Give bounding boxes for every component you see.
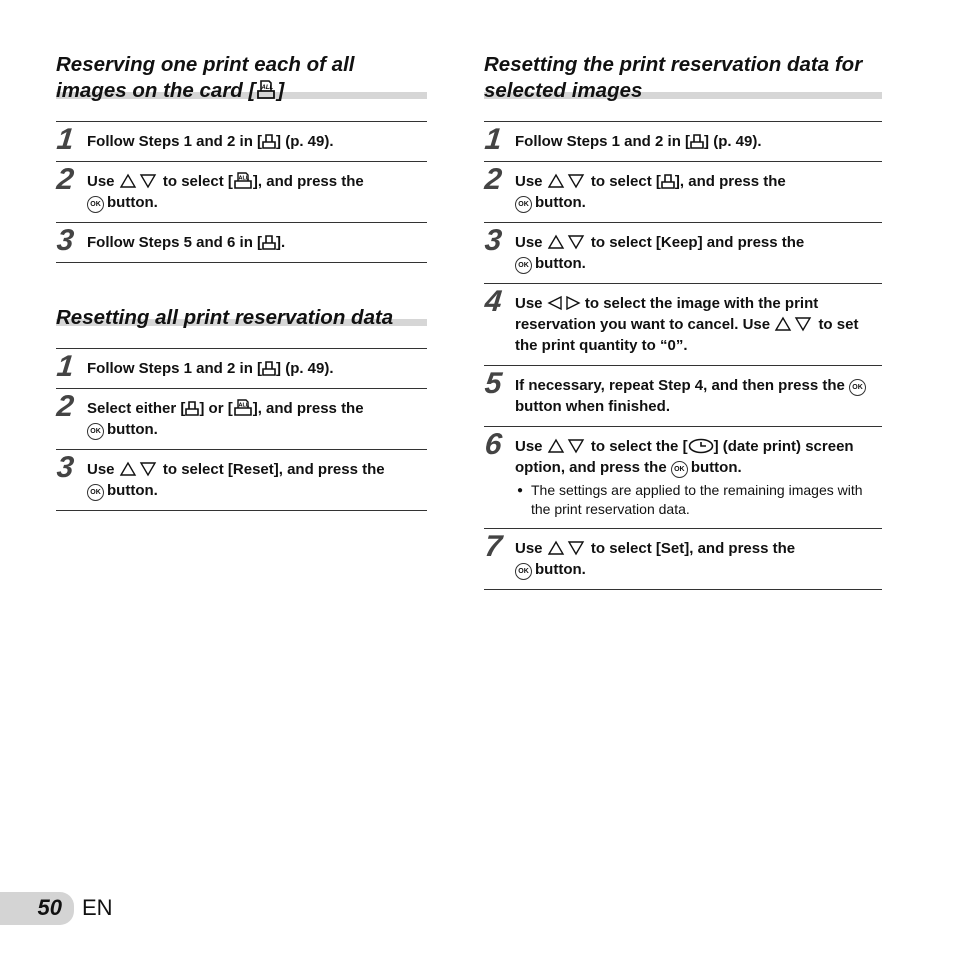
print-order-icon	[185, 400, 199, 416]
title-text: Resetting all print reservation data	[56, 306, 394, 329]
print-order-icon	[661, 173, 675, 189]
steps-reserve-all	[56, 121, 427, 263]
step-text: Follow Steps 1 and 2 in [	[515, 133, 691, 150]
print-all-icon	[233, 398, 253, 416]
step-text: ] (p. 49).	[704, 133, 762, 150]
print-order-icon	[262, 360, 276, 376]
ok-button-icon: OK	[671, 461, 688, 478]
arrow-left-right-icon	[547, 295, 581, 311]
step-text: Select either [	[87, 400, 186, 417]
step-number: 2	[55, 390, 76, 423]
arrow-up-down-icon	[547, 173, 587, 189]
step-text: ] or [	[199, 400, 233, 417]
step-text: to select [Keep] and press the	[590, 234, 805, 251]
arrow-up-down-icon	[119, 173, 159, 189]
steps-reset-all	[56, 348, 427, 511]
step-text: ].	[276, 234, 286, 251]
step-text: button.	[107, 194, 158, 211]
step-1	[56, 349, 427, 389]
title-text: Resetting the print reservation data for selected images	[484, 53, 863, 102]
arrow-up-down-icon	[119, 461, 159, 477]
ok-button-icon: OK	[87, 484, 104, 501]
step-text: If necessary, repeat Step 4, and then press the	[515, 377, 845, 394]
step-number: 1	[483, 123, 504, 156]
svg-text:ALL: ALL	[238, 175, 250, 182]
step-number: 6	[483, 428, 504, 461]
ok-button-icon: OK	[515, 563, 532, 580]
step-6	[484, 427, 882, 529]
step-3	[56, 223, 427, 263]
step-7	[484, 529, 882, 590]
step-text: ], and press the	[252, 173, 364, 190]
step-text: to select the [	[590, 438, 688, 455]
svg-text:ALL: ALL	[238, 402, 249, 409]
step-number: 3	[483, 224, 504, 257]
arrow-up-down-icon	[547, 438, 587, 454]
step-text: to select [	[590, 173, 661, 190]
ok-button-icon: OK	[87, 196, 104, 213]
step-number: 4	[483, 285, 504, 318]
right-column	[484, 52, 882, 590]
title-text: Reserving one print each of all images on the card [	[56, 53, 355, 102]
print-all-icon	[233, 171, 253, 189]
step-text: ] (p. 49).	[276, 133, 334, 150]
left-column	[56, 52, 427, 511]
step-4	[484, 284, 882, 366]
step-5	[484, 366, 882, 427]
step-text: ], and press the	[674, 173, 786, 190]
step-text: button.	[535, 255, 586, 272]
step-note: ● The settings are applied to the remaining images with the print reservation data.	[515, 481, 882, 519]
step-text: Follow Steps 1 and 2 in [	[87, 360, 263, 377]
step-number: 2	[55, 163, 76, 196]
step-2	[56, 162, 427, 223]
ok-button-icon: OK	[849, 379, 866, 396]
section-title-reserve-all	[56, 52, 427, 102]
step-text: Use	[515, 173, 543, 190]
arrow-up-down-icon	[774, 316, 814, 332]
step-3	[56, 450, 427, 511]
page-number-tab	[0, 892, 74, 925]
step-text: Follow Steps 5 and 6 in [	[87, 234, 263, 251]
step-3	[484, 223, 882, 284]
step-number: 2	[483, 163, 504, 196]
page-number: 50	[37, 895, 62, 920]
step-number: 5	[483, 367, 504, 400]
step-text: Use	[515, 295, 543, 312]
step-number: 3	[55, 451, 76, 484]
step-number: 1	[55, 350, 76, 383]
step-number: 1	[55, 123, 76, 156]
step-text: to select the image with the print reservation you want to cancel. Use	[515, 295, 819, 333]
step-text: button.	[535, 194, 586, 211]
step-number: 3	[55, 224, 76, 257]
step-text: Use	[515, 234, 543, 251]
section-title-reset-selected	[484, 52, 882, 102]
step-text: ], and press the	[252, 400, 364, 417]
step-number: 7	[483, 530, 504, 563]
step-1	[56, 122, 427, 162]
step-text: to set the print quantity to “0”.	[515, 316, 859, 354]
print-order-icon	[262, 234, 276, 250]
step-text: Use	[87, 461, 115, 478]
print-order-icon	[262, 133, 276, 149]
step-text: Use	[515, 438, 543, 455]
section-title-reset-all	[56, 305, 427, 329]
step-text: button.	[107, 421, 158, 438]
step-text: ] (date print) screen option, and press the	[515, 438, 854, 476]
step-text: to select [Set], and press the	[590, 540, 796, 557]
print-order-icon	[690, 133, 704, 149]
step-text: to select [Reset], and press the	[162, 461, 385, 478]
title-end: ]	[277, 79, 285, 102]
svg-text:ALL: ALL	[261, 85, 274, 91]
steps-reset-selected	[484, 121, 882, 590]
step-text: ] (p. 49).	[276, 360, 334, 377]
ok-button-icon: OK	[515, 257, 532, 274]
arrow-up-down-icon	[547, 540, 587, 556]
step-2	[56, 389, 427, 450]
step-text: button.	[535, 561, 586, 578]
print-all-icon	[255, 78, 277, 100]
step-text: button.	[690, 459, 742, 476]
step-text: button.	[107, 482, 158, 499]
step-text: Use	[87, 173, 115, 190]
step-2	[484, 162, 882, 223]
step-1	[484, 122, 882, 162]
step-text: Use	[515, 540, 543, 557]
language-label: EN	[82, 895, 113, 920]
ok-button-icon: OK	[87, 423, 104, 440]
step-text: Follow Steps 1 and 2 in [	[87, 133, 263, 150]
ok-button-icon: OK	[515, 196, 532, 213]
arrow-up-down-icon	[547, 234, 587, 250]
date-clock-icon	[688, 438, 714, 454]
step-text: button when finished.	[515, 398, 670, 415]
step-text: to select [	[162, 173, 233, 190]
